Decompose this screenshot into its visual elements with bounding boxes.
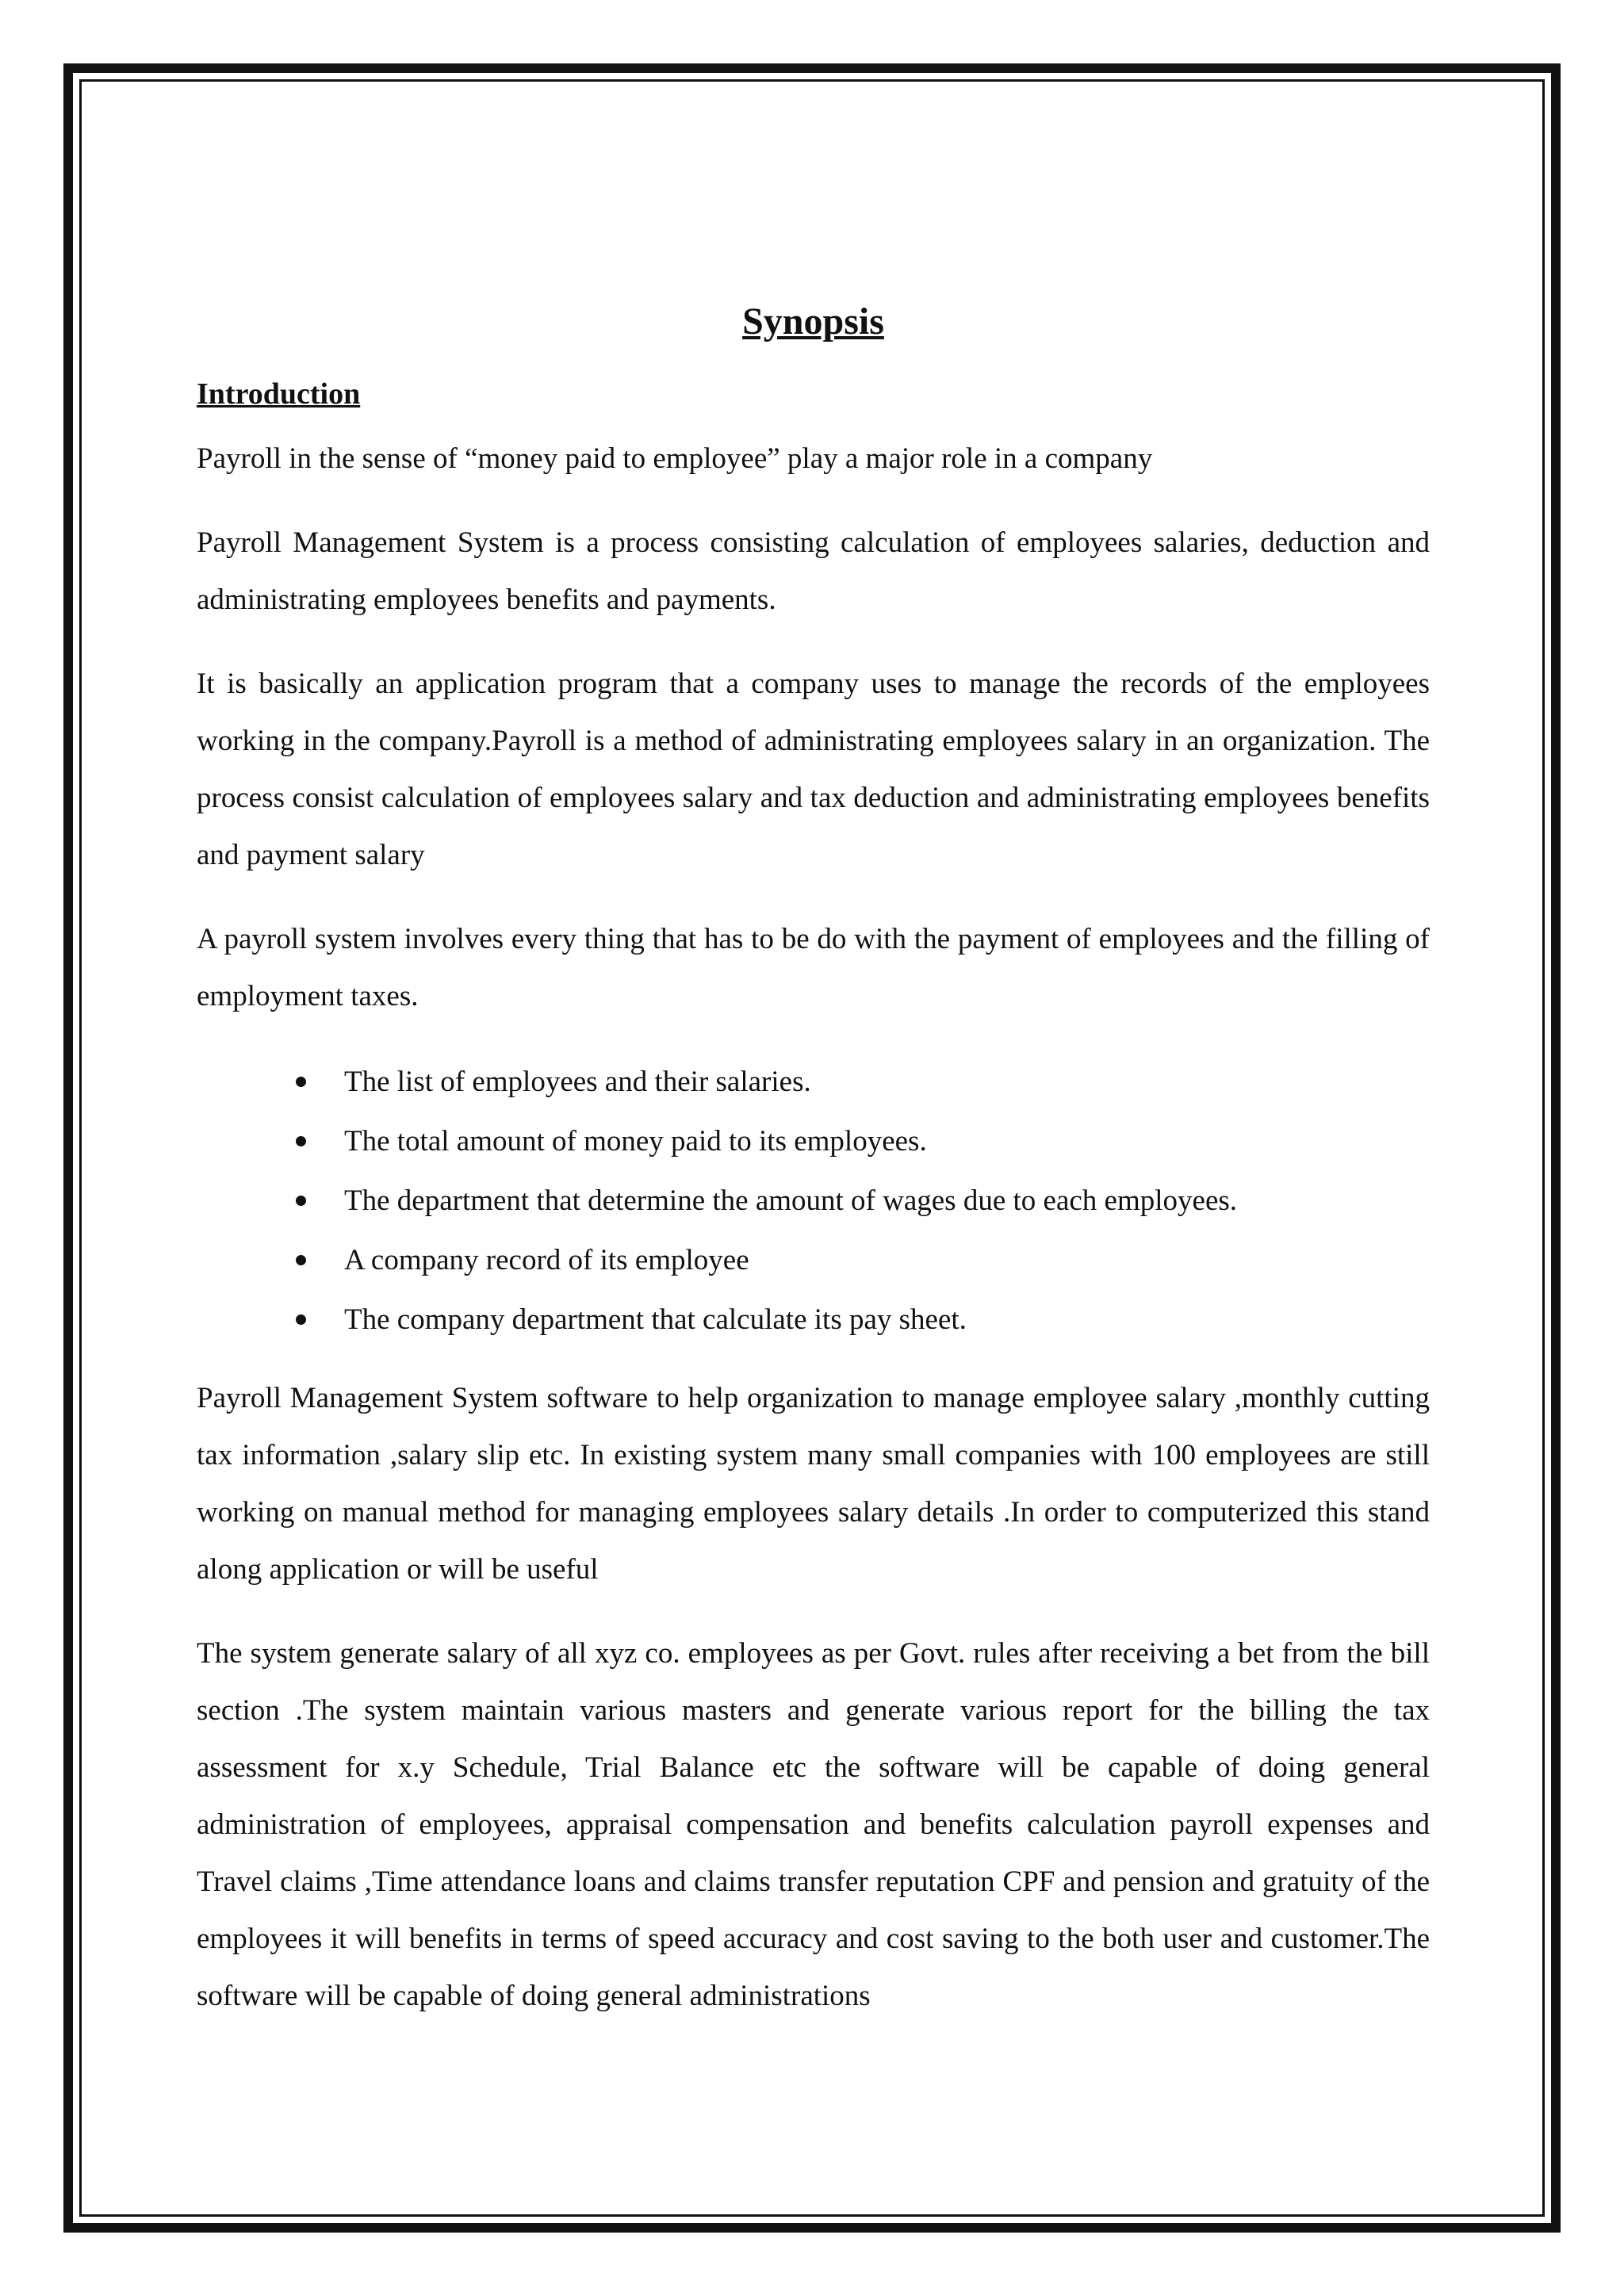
bullet-icon: [296, 1255, 306, 1265]
bullet-item: [197, 1290, 1430, 1349]
page-title: Synopsis: [742, 300, 884, 342]
bullet-item: [197, 1112, 1430, 1171]
bullet-text: A company record of its employee: [344, 1243, 749, 1276]
bullet-icon: [296, 1196, 306, 1206]
bullet-icon: [296, 1077, 306, 1087]
bullet-item: [197, 1052, 1430, 1112]
bullet-text: The department that determine the amount of wages due to each employees.: [344, 1184, 1238, 1217]
bullet-text: The list of employees and their salaries.: [344, 1065, 811, 1098]
page-content: [197, 300, 1430, 2052]
bullet-item: [197, 1230, 1430, 1290]
bullet-icon: [296, 1314, 306, 1325]
paragraph: A payroll system involves every thing that has to be do with the payment of employees and the filling of employment taxes.: [197, 922, 1430, 1012]
paragraph: Payroll Management System software to help organization to manage employee salary ,monthly cutting tax information ,salary slip etc. In existing system many small companies with 100 employees are still working on manual method for managing employees salary details .In order to computerized this stand along application or will be useful: [197, 1381, 1430, 1586]
bullet-text: The total amount of money paid to its employees.: [344, 1124, 927, 1158]
paragraph: Payroll Management System is a process consisting calculation of employees salaries, deduction and administrating employees benefits and payments.: [197, 526, 1430, 616]
paragraph: The system generate salary of all xyz co. employees as per Govt. rules after receiving a bet from the bill section .The system maintain various masters and generate various report for the billing the tax assessment for x.y Schedule, Trial Balance etc the software will be capable of doing general administration of employees, appraisal compensation and benefits calculation payroll expenses and Travel claims ,Time attendance loans and claims transfer reputation CPF and pension and gratuity of the employees it will benefits in terms of speed accuracy and cost saving to the both user and customer.The software will be capable of doing general administrations: [197, 1636, 1430, 2012]
paragraph: Payroll in the sense of “money paid to employee” play a major role in a company: [197, 442, 1153, 475]
bullet-item: [197, 1171, 1430, 1230]
bullet-text: The company department that calculate its pay sheet.: [344, 1303, 967, 1336]
bullet-icon: [296, 1136, 306, 1146]
bullet-list: [197, 1052, 1430, 1349]
section-heading: Introduction: [197, 377, 361, 411]
paragraph: It is basically an application program that a company uses to manage the records of the employees working in the company.Payroll is a method of administrating employees salary in an organization. The process consist calculation of employees salary and tax deduction and administrating employees benefits and payment salary: [197, 667, 1430, 871]
